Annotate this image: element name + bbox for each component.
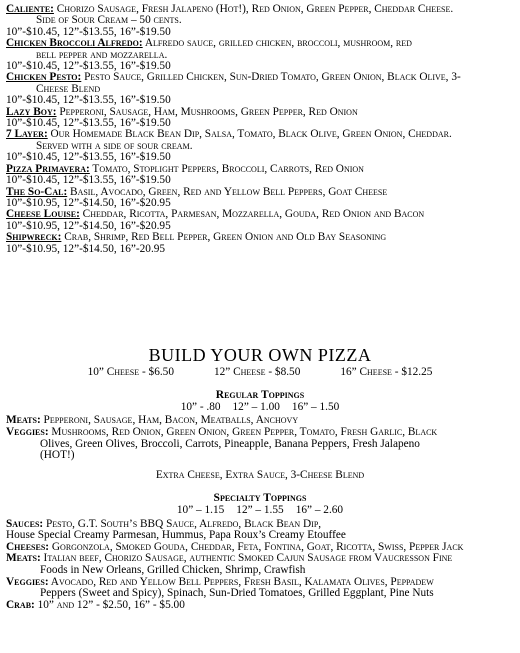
menu-item-chicken-pesto bbox=[6, 72, 514, 106]
item-name: Lazy Boy: bbox=[6, 105, 57, 118]
veggies-list-cont: Peppers (Sweet and Spicy), Spinach, Sun-Dried Tomatoes, Grilled Eggplant, Pine Nuts bbox=[40, 587, 434, 600]
item-name: Shipwreck: bbox=[6, 231, 62, 244]
item-description: Basil, Avocado, Green, Red and Yellow Bell Peppers, Goat Cheese bbox=[67, 185, 388, 198]
item-price: 10”-$10.45, 12”-$13.55, 16”-$19.50 bbox=[6, 117, 171, 130]
base-prices bbox=[0, 367, 520, 379]
item-price: 10”-$10.95, 12”-$14.50, 16”-20.95 bbox=[6, 242, 166, 255]
menu-item-the-so-cal bbox=[6, 187, 514, 210]
veggies-list-cont: Olives, Green Olives, Broccoli, Carrots, Pineapple, Banana Peppers, Fresh Jalapeno bbox=[40, 437, 420, 450]
item-description-cont: Side of Sour Cream – 50 cents. bbox=[36, 14, 182, 27]
meats-list: Italian beef, Chorizo Sausage, authentic Smoked Cajun Sausage from Vaucresson Fine bbox=[40, 552, 453, 565]
specialty-price-10: 10” – 1.15 bbox=[176, 503, 225, 516]
regular-toppings-title: Regular Toppings bbox=[215, 389, 305, 402]
item-name: 7 Layer: bbox=[6, 128, 48, 141]
extras-line: Extra Cheese, Extra Sauce, 3-Cheese Blend bbox=[155, 468, 365, 481]
sauces-list: Pesto, G.T. South’s BBQ Sauce, Alfredo, Black Bean Dip, bbox=[43, 517, 322, 530]
meats-label: Meats: bbox=[6, 414, 41, 427]
item-description: Our Homemade Black Bean Dip, Salsa, Tomato, Black Olive, Green Onion, Cheddar. bbox=[47, 128, 452, 141]
specialty-crab bbox=[0, 600, 520, 612]
item-price: 10”-$10.95, 12”-$14.50, 16”-$20.95 bbox=[6, 196, 171, 209]
meats-list: Pepperoni, Sausage, Ham, Bacon, Meatballs, Anchovy bbox=[40, 414, 299, 427]
meats-list-cont: Foods in New Orleans, Grilled Chicken, Shrimp, Crawfish bbox=[40, 563, 306, 576]
specialty-pizza-list bbox=[6, 4, 514, 255]
item-price: 10”-$10.45, 12”-$13.55, 16”-$19.50 bbox=[6, 60, 171, 73]
regular-price-12: 12” – 1.00 bbox=[232, 400, 280, 413]
item-description: Cheddar, Ricotta, Parmesan, Mozzarella, Gouda, Red Onion and Bacon bbox=[79, 208, 425, 221]
menu-item-cheese-louise bbox=[6, 209, 514, 232]
menu-item-pizza-primavera bbox=[6, 164, 514, 187]
specialty-toppings-prices bbox=[0, 505, 520, 517]
veggies-list-cont-2: (HOT!) bbox=[40, 449, 75, 462]
item-description-cont: bell pepper and mozzarella. bbox=[36, 48, 168, 61]
item-description: Chorizo Sausage, Fresh Jalapeno (Hot!), Red Onion, Green Pepper, Cheddar Cheese. bbox=[53, 3, 454, 15]
item-name: The So-Cal: bbox=[6, 185, 68, 198]
section-title: BUILD YOUR OWN PIZZA bbox=[148, 345, 372, 365]
item-description: Pepperoni, Sausage, Ham, Mushrooms, Green Pepper, Red Onion bbox=[56, 105, 358, 118]
item-name: Cheese Louise: bbox=[6, 208, 80, 221]
item-price: 10”-$10.45, 12”-$13.55, 16”-$19.50 bbox=[6, 94, 171, 107]
cheeses-list: Gorgonzola, Smoked Gouda, Cheddar, Feta, Fontina, Goat, Ricotta, Swiss, Pepper Jack bbox=[49, 540, 464, 553]
item-name: Caliente: bbox=[6, 3, 54, 15]
item-price: 10”-$10.45, 12”-$13.55, 16”-$19.50 bbox=[6, 174, 171, 187]
crab-label: Crab: bbox=[6, 598, 35, 611]
item-name: Pizza Primavera: bbox=[6, 162, 90, 175]
item-description: Tomato, Stoplight Peppers, Broccoli, Carrots, Red Onion bbox=[89, 162, 364, 175]
size-price-10: 10” Cheese - $6.50 bbox=[87, 365, 174, 378]
sauces-list-cont: House Special Creamy Parmesan, Hummus, Papa Roux’s Creamy Etouffee bbox=[6, 529, 346, 542]
size-price-16: 16” Cheese - $12.25 bbox=[340, 365, 433, 378]
item-name: Chicken Broccoli Alfredo: bbox=[6, 37, 143, 50]
build-your-own-section bbox=[0, 345, 520, 611]
menu-item-7-layer bbox=[6, 129, 514, 163]
menu-item-shipwreck bbox=[6, 232, 514, 255]
veggies-list: Avocado, Red and Yellow Bell Peppers, Fresh Basil, Kalamata Olives, Peppadew bbox=[48, 575, 434, 588]
veggies-label: Veggies: bbox=[6, 575, 49, 588]
menu-item-lazy-boy bbox=[6, 107, 514, 130]
item-description-cont: Cheese Blend bbox=[36, 82, 101, 95]
regular-price-10: 10” - .80 bbox=[180, 400, 221, 413]
item-name: Chicken Pesto: bbox=[6, 71, 82, 84]
item-price: 10”-$10.45, 12”-$13.55, 16”-$19.50 bbox=[6, 151, 171, 164]
item-description: Alfredo sauce, grilled chicken, broccoli, mushroom, red bbox=[142, 37, 412, 50]
meats-label: Meats: bbox=[6, 552, 41, 565]
veggies-list: Mushrooms, Red Onion, Green Onion, Green Pepper, Tomato, Fresh Garlic, Black bbox=[48, 425, 438, 438]
size-price-12: 12” Cheese - $8.50 bbox=[213, 365, 301, 378]
menu-item-chicken-broccoli-alfredo bbox=[6, 38, 514, 72]
regular-price-16: 16” – 1.50 bbox=[291, 400, 340, 413]
sauces-label: Sauces: bbox=[6, 517, 44, 530]
cheeses-label: Cheeses: bbox=[6, 540, 50, 553]
regular-toppings-prices bbox=[0, 402, 520, 414]
specialty-price-16: 16” – 2.60 bbox=[295, 503, 344, 516]
item-description-cont: Served with a side of sour cream. bbox=[36, 139, 193, 152]
specialty-toppings-title: Specialty Toppings bbox=[213, 492, 307, 505]
crab-price: 10” and 12” - $2.50, 16” - $5.00 bbox=[34, 598, 185, 611]
item-description: Crab, Shrimp, Red Bell Pepper, Green Onion and Old Bay Seasoning bbox=[61, 231, 387, 244]
regular-veggies bbox=[0, 427, 520, 439]
item-price: 10”-$10.45, 12”-$13.55, 16”-$19.50 bbox=[6, 25, 171, 38]
specialty-price-12: 12” – 1.55 bbox=[236, 503, 284, 516]
veggies-label: Veggies: bbox=[6, 425, 49, 438]
item-description: Pesto Sauce, Grilled Chicken, Sun-Dried Tomato, Green Onion, Black Olive, 3- bbox=[81, 71, 461, 84]
menu-item-caliente bbox=[6, 4, 514, 38]
item-price: 10”-$10.95, 12”-$14.50, 16”-$20.95 bbox=[6, 219, 171, 232]
